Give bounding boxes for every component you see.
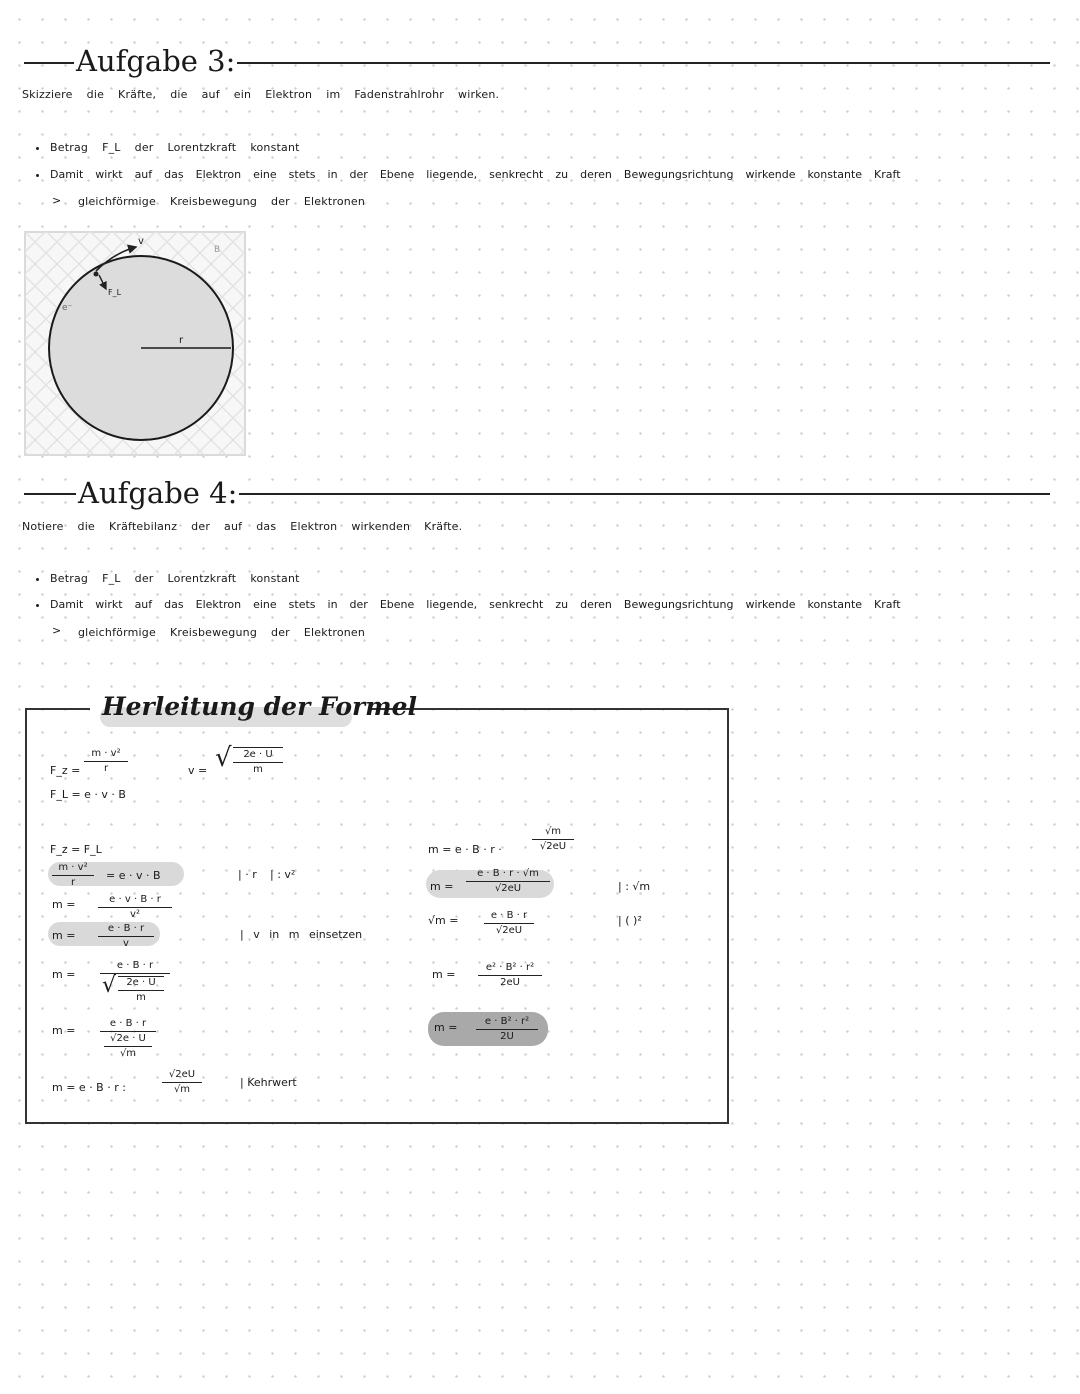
aufgabe-3-heading: Aufgabe 3:	[76, 44, 236, 78]
aufgabe-4-heading: Aufgabe 4:	[78, 476, 238, 510]
eq5-lhs: m =	[52, 968, 76, 981]
r3-lhs: √m =	[428, 914, 459, 927]
derivation-title: Herleitung der Formel	[102, 692, 418, 721]
eq6-fraction: e · B · r √2e · U √m	[100, 1018, 156, 1060]
aufgabe-3-bullet-2: Damit wirkt auf das Elektron eine stets in der Ebene liegende, senkrecht zu deren Bewegungsrichtung wirkende konstante Kraft	[50, 168, 901, 181]
eq3-lhs: m =	[52, 898, 76, 911]
operation-insert-v: | v in m einsetzen	[240, 928, 363, 941]
r1-lhs: m = e · B · r ·	[428, 843, 502, 856]
bullet	[36, 147, 39, 150]
r2-fraction: e · B · r · √m √2eU	[466, 868, 550, 895]
aufgabe-3-instruction: Skizziere die Kräfte, die auf ein Elektron im Fadenstrahlrohr wirken.	[22, 88, 500, 101]
velocity-label: v	[138, 236, 144, 247]
electron-label: e⁻	[62, 303, 73, 313]
eq6-lhs: m =	[52, 1024, 76, 1037]
eq7-fraction: √2eU √m	[162, 1069, 202, 1096]
r2-lhs: m =	[430, 880, 454, 893]
aufgabe-3-bullet-1: Betrag F_L der Lorentzkraft konstant	[50, 141, 300, 154]
eq7-lhs: m = e · B · r :	[52, 1081, 126, 1094]
fz-lhs: F_z =	[50, 764, 81, 777]
operation-divide-sqrt-m: | : √m	[618, 880, 651, 893]
r4-fraction: e² · B² · r² 2eU	[478, 962, 542, 989]
aufgabe-4-result: gleichförmige Kreisbewegung der Elektronen	[78, 626, 366, 639]
circle-sketch	[24, 231, 246, 456]
r1-fraction: √m √2eU	[532, 826, 574, 853]
centripetal-force-fraction: m · v² r	[84, 748, 128, 775]
operation-multiply-r: | · r	[238, 868, 257, 881]
r4-lhs: m =	[432, 968, 456, 981]
lorentz-force-formula: F_L = e · v · B	[50, 788, 126, 801]
bullet	[36, 604, 39, 607]
r3-fraction: e · B · r √2eU	[484, 910, 534, 937]
eq-fz-equals-fl: F_z = F_L	[50, 843, 102, 856]
eq2-fraction: m · v² r	[52, 862, 94, 889]
eq2-rhs: = e · v · B	[106, 869, 161, 882]
bullet	[36, 174, 39, 177]
aufgabe-4-instruction: Notiere die Kräftebilanz der auf das Elektron wirkenden Kräfte.	[22, 520, 463, 533]
aufgabe-4-bullet-1: Betrag F_L der Lorentzkraft konstant	[50, 572, 300, 585]
aufgabe-4-bullet-2: Damit wirkt auf das Elektron eine stets in der Ebene liegende, senkrecht zu deren Bewegungsrichtung wirkende konstante Kraft	[50, 598, 901, 611]
aufgabe-3-result: gleichförmige Kreisbewegung der Elektronen	[78, 195, 366, 208]
eq5-fraction: e · B · r √ 2e · U m	[100, 960, 170, 1001]
arrow-marker: >	[52, 194, 62, 207]
eq4-fraction: e · B · r v	[98, 923, 154, 950]
operation-divide-v2: | : v²	[270, 868, 296, 881]
eq4-lhs: m =	[52, 929, 76, 942]
lorentz-force-label: F_L	[108, 288, 122, 297]
v-lhs: v =	[188, 764, 208, 777]
field-label: B	[214, 245, 221, 255]
r5-lhs: m =	[434, 1021, 458, 1034]
arrow-marker: >	[52, 624, 62, 637]
radius-label: r	[179, 335, 184, 346]
operation-square: | ( )²	[618, 914, 642, 927]
eq3-fraction: e · v · B · r v²	[98, 894, 172, 921]
final-formula-fraction: e · B² · r² 2U	[476, 1016, 538, 1043]
operation-reciprocal: | Kehrwert	[240, 1076, 297, 1089]
bullet	[36, 578, 39, 581]
